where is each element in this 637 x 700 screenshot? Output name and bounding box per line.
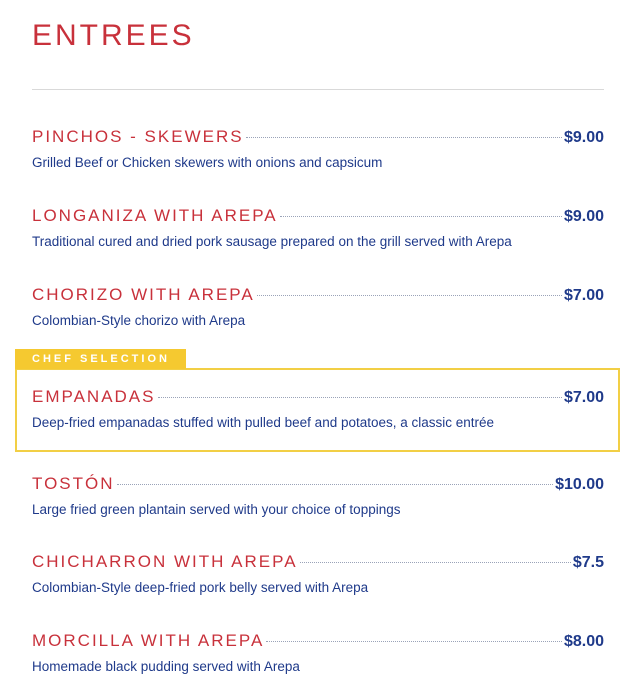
menu-item-price: $7.00 bbox=[563, 287, 604, 304]
menu-item-name: PINCHOS - SKEWERS bbox=[32, 127, 244, 146]
menu-item-chicharron bbox=[32, 552, 604, 595]
menu-item-description: Colombian-Style chorizo with Arepa bbox=[32, 313, 246, 328]
menu-item-price: $8.00 bbox=[563, 633, 604, 650]
menu-item-header bbox=[32, 206, 604, 230]
menu-item-header bbox=[32, 285, 604, 309]
menu-item-description: Colombian-Style deep-fried pork belly served with Arepa bbox=[32, 580, 369, 595]
title-divider bbox=[32, 89, 604, 90]
dotted-leader bbox=[300, 562, 571, 563]
dotted-leader bbox=[158, 397, 562, 398]
menu-item-empanadas bbox=[32, 387, 604, 430]
chef-selection-tab: CHEF SELECTION bbox=[15, 349, 186, 369]
menu-item-name: CHORIZO WITH AREPA bbox=[32, 285, 255, 304]
menu-item-description: Grilled Beef or Chicken skewers with onions and capsicum bbox=[32, 155, 383, 170]
menu-item-toston bbox=[32, 474, 604, 517]
menu-item-name: EMPANADAS bbox=[32, 387, 156, 406]
dotted-leader bbox=[117, 484, 554, 485]
page-title: ENTREES bbox=[32, 19, 195, 52]
dotted-leader bbox=[246, 137, 562, 138]
menu-item-header bbox=[32, 631, 604, 655]
menu-item-header bbox=[32, 127, 604, 151]
menu-item-description: Deep-fried empanadas stuffed with pulled beef and potatoes, a classic entrée bbox=[32, 415, 495, 430]
menu-item-description: Traditional cured and dried pork sausage prepared on the grill served with Arepa bbox=[32, 234, 512, 249]
menu-item-pinchos bbox=[32, 127, 604, 170]
menu-item-name: MORCILLA WITH AREPA bbox=[32, 631, 265, 650]
dotted-leader bbox=[280, 216, 562, 217]
menu-item-description: Homemade black pudding served with Arepa bbox=[32, 659, 300, 674]
menu-item-morcilla bbox=[32, 631, 604, 674]
menu-item-price: $9.00 bbox=[563, 129, 604, 146]
menu-item-header bbox=[32, 474, 604, 498]
dotted-leader bbox=[266, 641, 562, 642]
menu-item-chorizo bbox=[32, 285, 604, 328]
menu-item-name: LONGANIZA WITH AREPA bbox=[32, 206, 278, 225]
menu-item-description: Large fried green plantain served with your choice of toppings bbox=[32, 502, 401, 517]
menu-item-header bbox=[32, 552, 604, 576]
menu-item-price: $9.00 bbox=[563, 208, 604, 225]
menu-item-price: $7.5 bbox=[572, 554, 604, 571]
menu-item-price: $10.00 bbox=[555, 476, 604, 493]
menu-item-name: CHICHARRON WITH AREPA bbox=[32, 552, 298, 571]
menu-item-name: TOSTÓN bbox=[32, 474, 115, 493]
dotted-leader bbox=[257, 295, 562, 296]
menu-item-price: $7.00 bbox=[563, 389, 604, 406]
menu-item-header bbox=[32, 387, 604, 411]
menu-item-longaniza bbox=[32, 206, 604, 249]
